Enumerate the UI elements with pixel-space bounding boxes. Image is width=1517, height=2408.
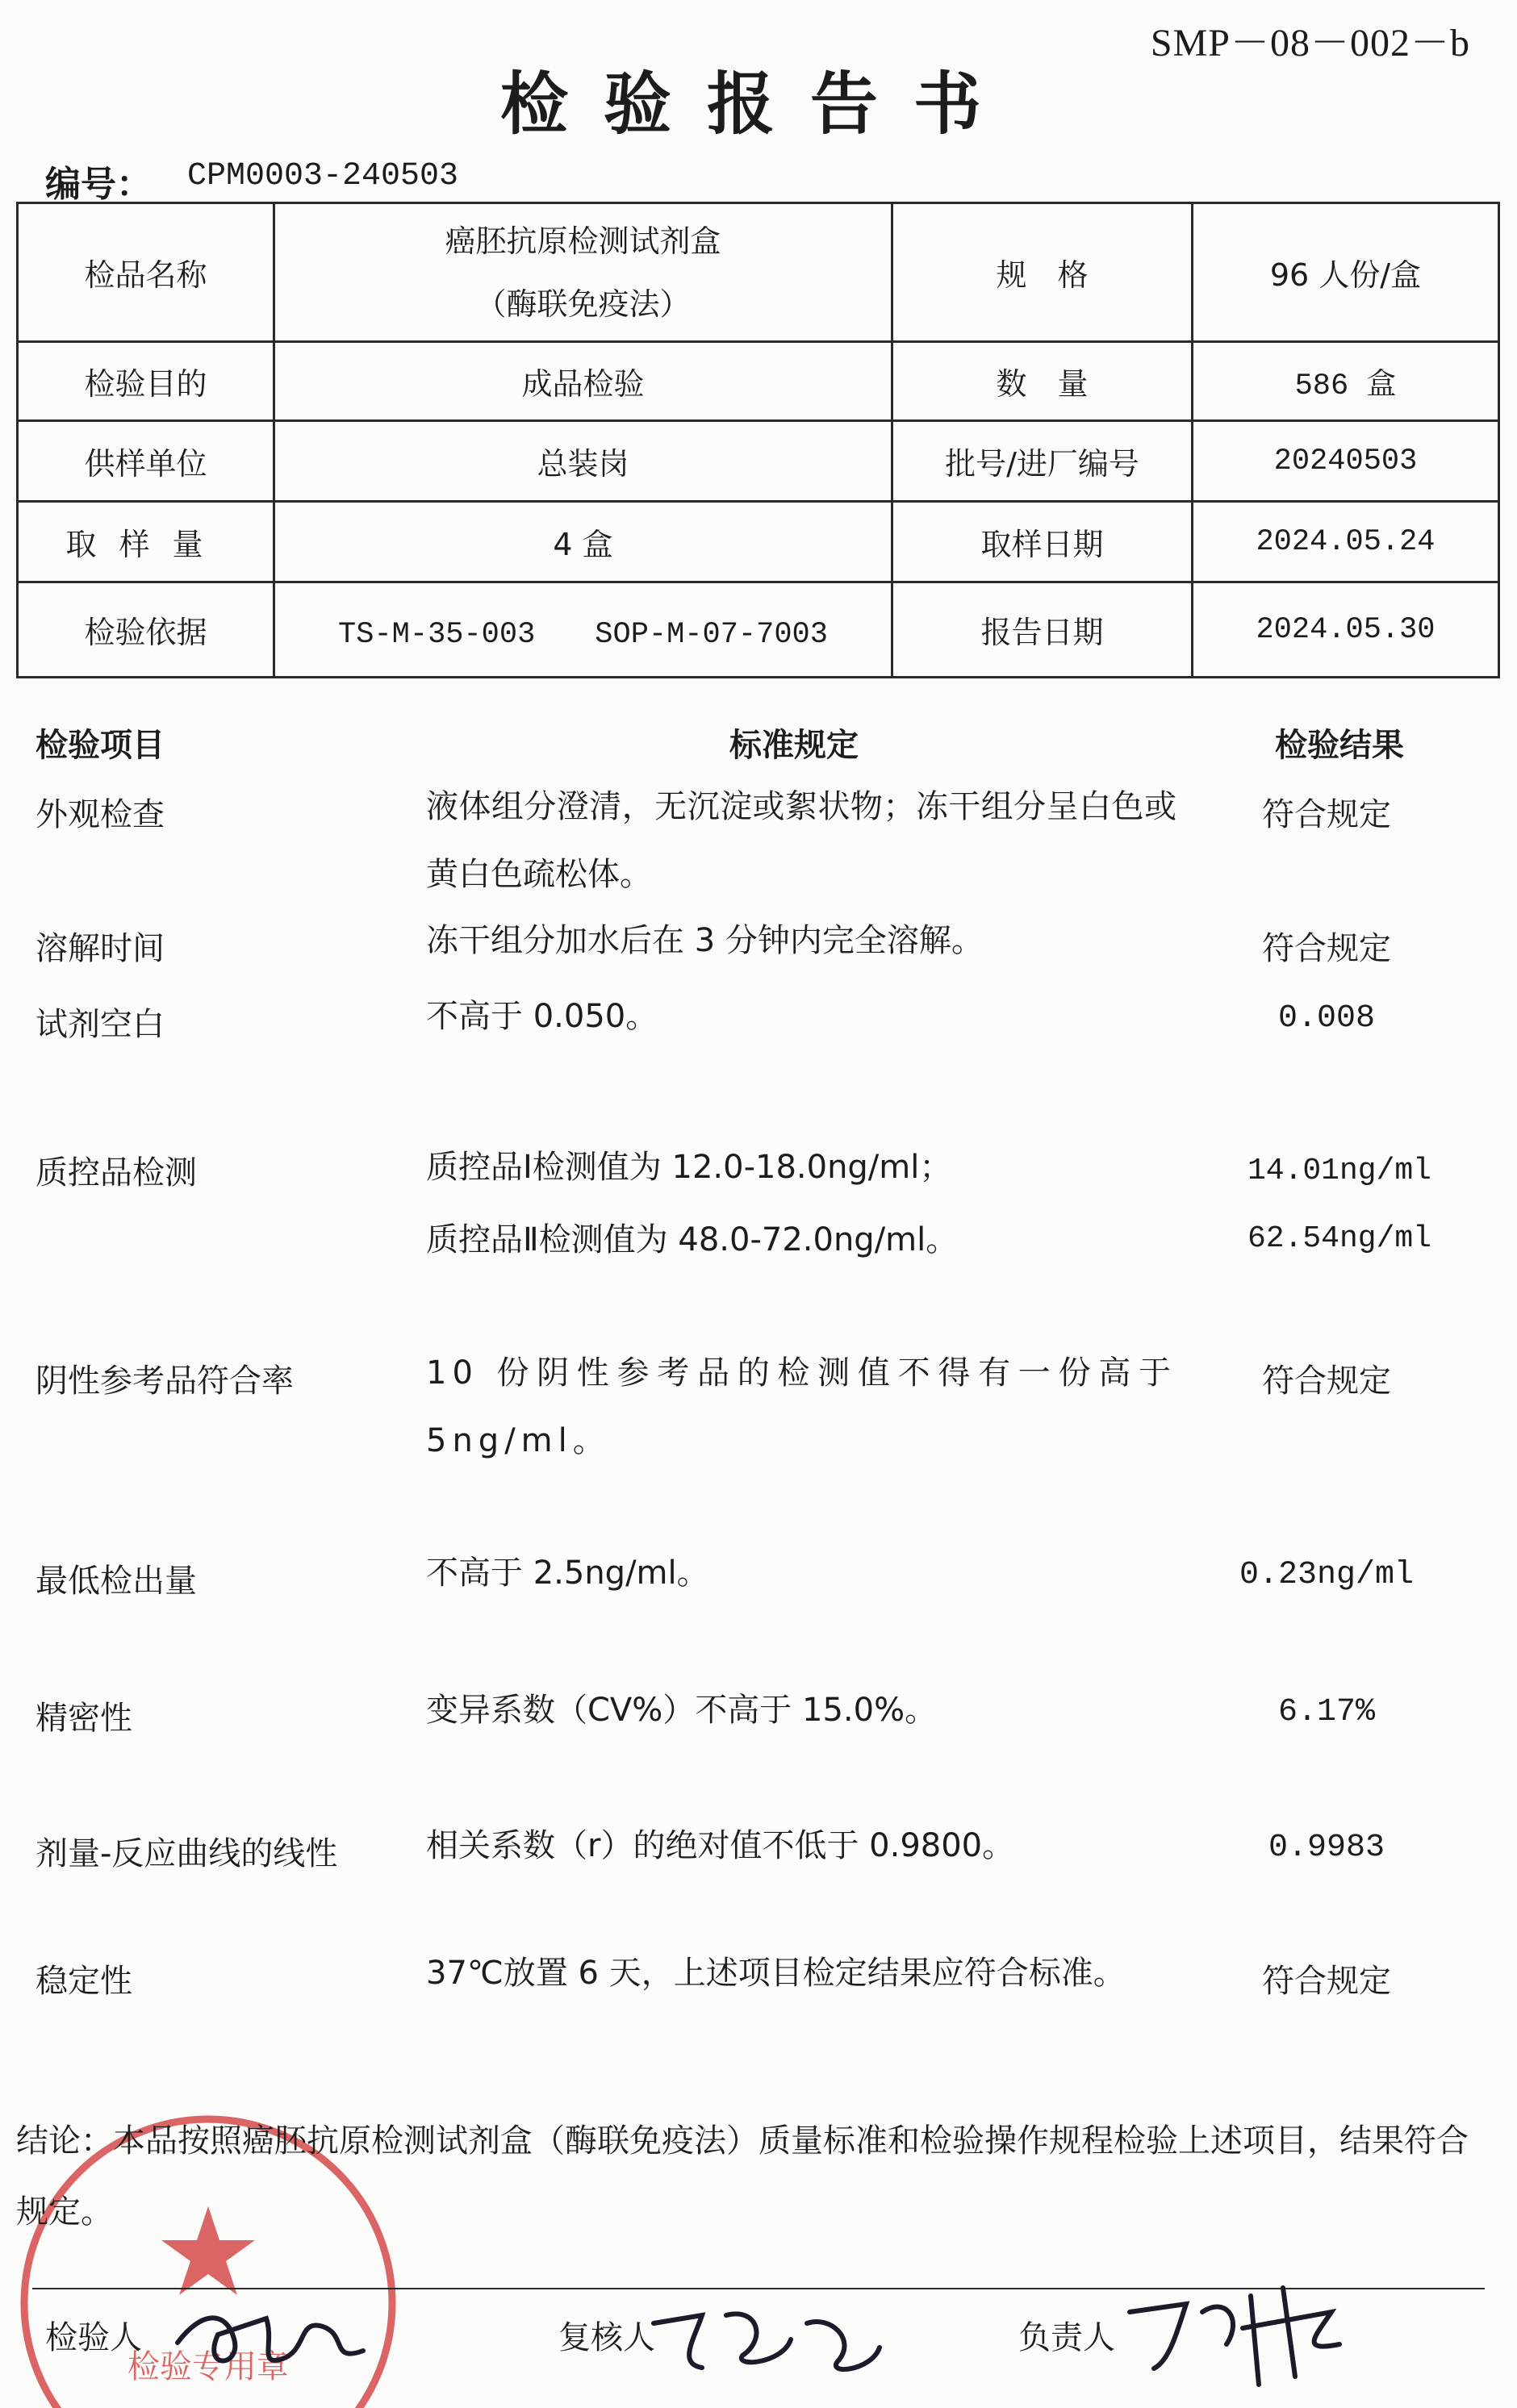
seal-label: 检验专用章 [127,2348,289,2385]
responsible-label: 负责人 [1018,2319,1115,2356]
item-name: 最低检出量 [36,1563,197,1600]
item-name: 精密性 [36,1700,132,1737]
table-row [18,203,1499,342]
basis-label: 检验依据 [18,582,274,678]
product-name-line2: （酶联免疫法） [475,286,691,322]
table-row [18,342,1499,421]
responsible-signature [1122,2280,1364,2393]
table-row [18,421,1499,502]
sample-date-label: 取样日期 [892,502,1193,582]
item-standard: 10 份阴性参考品的检测值不得有一份高于 5ng/ml。 [426,1354,1176,1459]
sample-date-value: 2024.05.24 [1193,502,1499,582]
item-standard: 37℃放置 6 天，上述项目检定结果应符合标准。 [426,1955,1126,1992]
report-date-label: 报告日期 [892,582,1193,678]
report-number-label: 编号： [45,164,152,205]
item-standard: 液体组分澄清，无沉淀或絮状物；冻干组分呈白色或黄白色疏松体。 [426,788,1176,893]
item-name: 阴性参考品符合率 [36,1363,294,1400]
info-table [16,202,1500,678]
header-result: 检验结果 [1275,727,1404,764]
item-standard: 相关系数（r）的绝对值不低于 0.9800。 [426,1827,1015,1864]
item-result: 符合规定 [1262,1363,1391,1400]
spec-value: 96 人份/盒 [1193,203,1499,342]
product-name-value [274,203,892,342]
batch-label: 批号/进厂编号 [892,421,1193,502]
supplier-label: 供样单位 [18,421,274,502]
product-name-label: 检品名称 [18,203,274,342]
spec-label: 规 格 [892,203,1193,342]
reviewer-label: 复核人 [558,2319,655,2356]
item-name: 质控品检测 [36,1154,197,1191]
item-result [1173,1137,1431,1273]
item-name: 稳定性 [36,1963,132,2000]
report-date-value: 2024.05.30 [1193,582,1499,678]
item-standard: 不高于 0.050。 [426,998,658,1035]
item-result: 0.23ng/ml [1239,1557,1415,1593]
quantity-value: 586 盒 [1193,342,1499,421]
conclusion-text: 结论：本品按照癌胚抗原检测试剂盒（酶联免疫法）质量标准和检验操作规程检验上述项目，结果符合规定。 [16,2122,1469,2231]
item-name: 溶解时间 [36,930,165,967]
table-row [18,502,1499,582]
supplier-value: 总装岗 [274,421,892,502]
item-standard: 不高于 2.5ng/ml。 [426,1555,709,1592]
table-row [18,582,1499,678]
item-standard-line2: 质控品Ⅱ检测值为 48.0-72.0ng/ml。 [426,1221,959,1258]
item-standard [426,1131,1176,1276]
header-item: 检验项目 [36,727,165,764]
sample-qty-label: 取样量 [18,502,274,582]
signature-row [0,2280,1517,2401]
item-result: 6.17% [1277,1694,1376,1730]
item-result: 符合规定 [1262,796,1391,833]
sample-qty-value: 4 盒 [274,502,892,582]
reviewer-signature [646,2291,888,2388]
page-title: 检验报告书 [499,65,1017,144]
batch-value: 20240503 [1193,421,1499,502]
basis-value: TS-M-35-003 SOP-M-07-7003 [274,582,892,678]
item-standard: 变异系数（CV%）不高于 15.0%。 [426,1692,938,1729]
inspector-signature [169,2294,379,2383]
purpose-label: 检验目的 [18,342,274,421]
item-result: 符合规定 [1262,1963,1391,2000]
item-standard: 冻干组分加水后在 3 分钟内完全溶解。 [426,922,984,959]
purpose-value: 成品检验 [274,342,892,421]
item-result: 0.008 [1277,1000,1376,1037]
item-result-line2: 62.54ng/ml [1247,1221,1431,1256]
item-name: 剂量-反应曲线的线性 [36,1835,338,1872]
header-standard: 标准规定 [729,727,859,764]
item-result: 符合规定 [1262,930,1391,967]
item-result: 0.9983 [1268,1830,1385,1866]
quantity-label: 数 量 [892,342,1193,421]
document-code: SMP－08－002－b [1150,22,1470,65]
item-standard-line1: 质控品Ⅰ检测值为 12.0-18.0ng/ml； [426,1149,952,1186]
item-name: 外观检查 [36,796,165,833]
report-number-value: CPM0003-240503 [187,158,459,194]
item-result-line1: 14.01ng/ml [1247,1154,1431,1188]
inspector-label: 检验人 [45,2319,142,2356]
product-name-line1: 癌胚抗原检测试剂盒 [445,223,721,259]
item-name: 试剂空白 [36,1006,165,1043]
